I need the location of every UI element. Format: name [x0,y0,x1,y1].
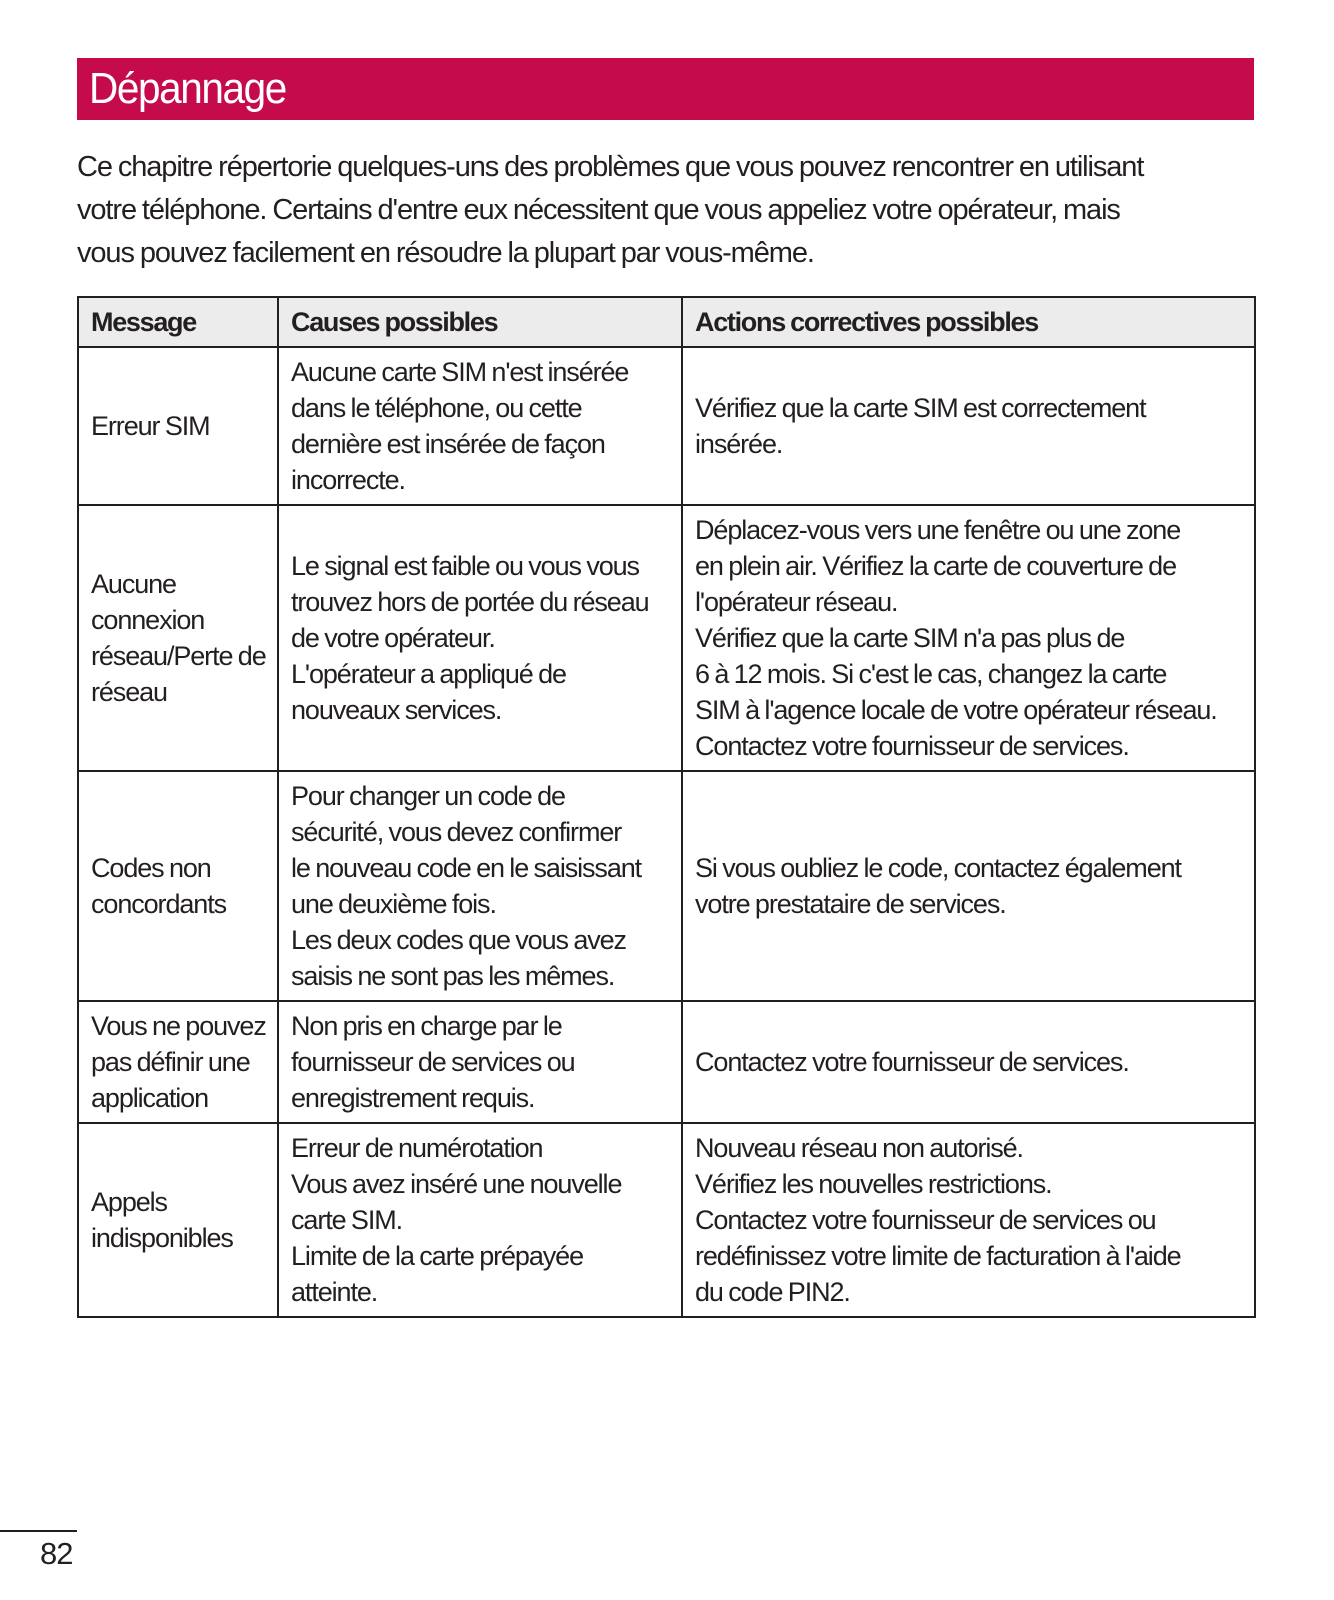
cell-actions [682,1123,1255,1317]
cell-line: Vérifiez que la carte SIM est correctement [695,393,1146,423]
cell-line: réseau/Perte de [91,641,266,671]
cell-line: en plein air. Vérifiez la carte de couverture de [695,551,1177,581]
cell-line: concordants [91,889,226,919]
cell-line: enregistrement requis. [291,1083,535,1113]
header-causes: Causes possibles [278,297,682,347]
cell-line: connexion [91,605,205,635]
cell-line: Vous avez inséré une nouvelle [291,1169,622,1199]
footer-rule [0,1530,77,1532]
troubleshooting-table [77,296,1256,1318]
cell-line: indisponibles [91,1223,233,1253]
header-message: Message [78,297,278,347]
cell-line: sécurité, vous devez confirmer [291,817,622,847]
cell-line: SIM à l'agence locale de votre opérateur réseau. [695,695,1217,725]
cell-line: le nouveau code en le saisissant [291,853,642,883]
table-row [78,1001,1255,1123]
cell-message [78,347,278,505]
table-header-row [78,297,1255,347]
cell-actions [682,1001,1255,1123]
cell-line: de votre opérateur. [291,623,495,653]
cell-line: Contactez votre fournisseur de services ou [695,1205,1156,1235]
cell-line: Erreur SIM [91,411,210,441]
intro-line: Ce chapitre répertorie quelques-uns des problèmes que vous pouvez rencontrer en utilisant [77,151,1144,183]
cell-line: une deuxième fois. [291,889,496,919]
cell-line: Erreur de numérotation [291,1133,543,1163]
cell-line: Pour changer un code de [291,781,565,811]
cell-line: fournisseur de services ou [291,1047,575,1077]
cell-causes [278,505,682,771]
cell-causes [278,1001,682,1123]
cell-message [78,771,278,1001]
cell-causes [278,771,682,1001]
cell-message [78,505,278,771]
cell-actions [682,347,1255,505]
cell-line: Le signal est faible ou vous vous [291,551,639,581]
cell-line: votre prestataire de services. [695,889,1006,919]
cell-causes [278,347,682,505]
cell-line: trouvez hors de portée du réseau [291,587,649,617]
cell-line: Aucune carte SIM n'est insérée [291,357,629,387]
cell-line: Déplacez-vous vers une fenêtre ou une zone [695,515,1181,545]
cell-actions [682,771,1255,1001]
cell-line: Vérifiez que la carte SIM n'a pas plus de [695,623,1125,653]
cell-line: nouveaux services. [291,695,502,725]
cell-line: Contactez votre fournisseur de services. [695,731,1129,761]
cell-line: Limite de la carte prépayée [291,1241,583,1271]
cell-line: Nouveau réseau non autorisé. [695,1133,1023,1163]
cell-line: Si vous oubliez le code, contactez également [695,853,1181,883]
cell-line: Aucune [91,569,176,599]
cell-line: Les deux codes que vous avez [291,925,626,955]
cell-line: L'opérateur a appliqué de [291,659,566,689]
cell-line: Vérifiez les nouvelles restrictions. [695,1169,1052,1199]
page-number: 82 [40,1536,73,1571]
cell-line: incorrecte. [291,465,405,495]
header-actions: Actions correctives possibles [682,297,1255,347]
cell-line: saisis ne sont pas les mêmes. [291,961,615,991]
cell-line: insérée. [695,429,783,459]
cell-line: redéfinissez votre limite de facturation à l'aide [695,1241,1181,1271]
section-title-bar [77,58,1254,120]
intro-paragraph [77,146,1254,275]
cell-line: 6 à 12 mois. Si c'est le cas, changez la carte [695,659,1167,689]
cell-message [78,1001,278,1123]
table-row [78,771,1255,1001]
cell-line: dans le téléphone, ou cette [291,393,582,423]
table-row [78,505,1255,771]
cell-line: Vous ne pouvez [91,1011,266,1041]
cell-causes [278,1123,682,1317]
cell-line: atteinte. [291,1277,378,1307]
cell-line: application [91,1083,208,1113]
cell-line: Contactez votre fournisseur de services. [695,1047,1129,1077]
cell-line: du code PIN2. [695,1277,850,1307]
table-row [78,1123,1255,1317]
intro-line: vous pouvez facilement en résoudre la plupart par vous-même. [77,237,814,269]
intro-line: votre téléphone. Certains d'entre eux nécessitent que vous appeliez votre opérateur, mais [77,194,1120,226]
cell-line: Appels [91,1187,167,1217]
page-title: Dépannage [89,64,286,113]
cell-message [78,1123,278,1317]
cell-actions [682,505,1255,771]
cell-line: réseau [91,677,167,707]
cell-line: Non pris en charge par le [291,1011,562,1041]
cell-line: pas définir une [91,1047,250,1077]
cell-line: l'opérateur réseau. [695,587,898,617]
cell-line: Codes non [91,853,211,883]
cell-line: carte SIM. [291,1205,403,1235]
cell-line: dernière est insérée de façon [291,429,605,459]
table-row [78,347,1255,505]
